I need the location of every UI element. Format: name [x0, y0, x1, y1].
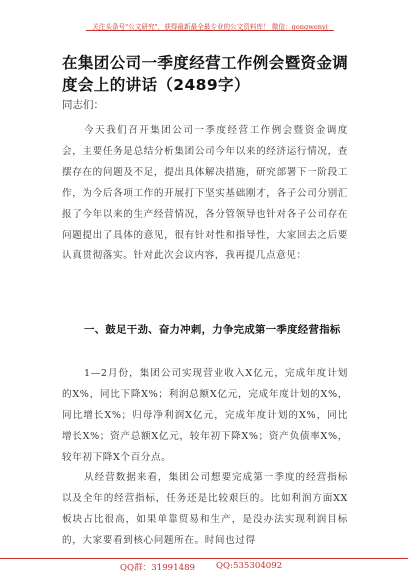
header-banner	[86, 14, 334, 31]
paragraph-intro: 今天我们召开集团公司一季度经营工作例会暨资金调度会，主要任务是总结分析集团公司今年以来的经济运行情况，查摆存在的问题及不足，提出具体解决措施，研究部署下一阶段工作，为今后各项工作的开展打下坚实基础刚才，各子公司分别汇报了今年以来的生产经营情况，各分管领导也针对各子公司存在问题提出了具体的意见，很有针对性和指导性，大家回去之后要认真贯彻落实。针对此次会议内容，我再提几点意见：	[62, 125, 348, 262]
footer-qq-group: QQ群：31991489	[120, 563, 196, 573]
footer-bar	[0, 558, 408, 573]
section-heading: 一、鼓足干劲、奋力冲刺，力争完成第一季度经营指标	[84, 324, 341, 336]
paragraph-analysis: 从经营数据来看，集团公司想要完成第一季度的经营指标以及全年的经营指标，任务还是比较艰巨的。比如利润方面XX板块占比很高，如果单靠贸易和生产，是没办法实现利润目标的，大家要看到核心问题所在。时间也过得	[62, 472, 348, 546]
paragraph-figures: 1—2月份，集团公司实现营业收入X亿元，完成年度计划的X%，同比下降X%；利润总额X亿元，完成年度计划的X%，同比增长X%；归母净利润X亿元，完成年度计划的X%，同比增长X%；资产总额X亿元，较年初下降X%；资产负债率X%，较年初下降X个百分点。	[62, 368, 348, 463]
document-title: 在集团公司一季度经营工作例会暨资金调度会上的讲话（2489字）	[62, 54, 349, 94]
header-banner-text: 关注头条号"公文研究"，获得最新最全最专业的公文资料库！ 微信：gongwenyj	[92, 23, 328, 31]
footer-qq-contact: QQ:535304092	[216, 561, 283, 571]
greeting: 同志们：	[62, 99, 104, 111]
